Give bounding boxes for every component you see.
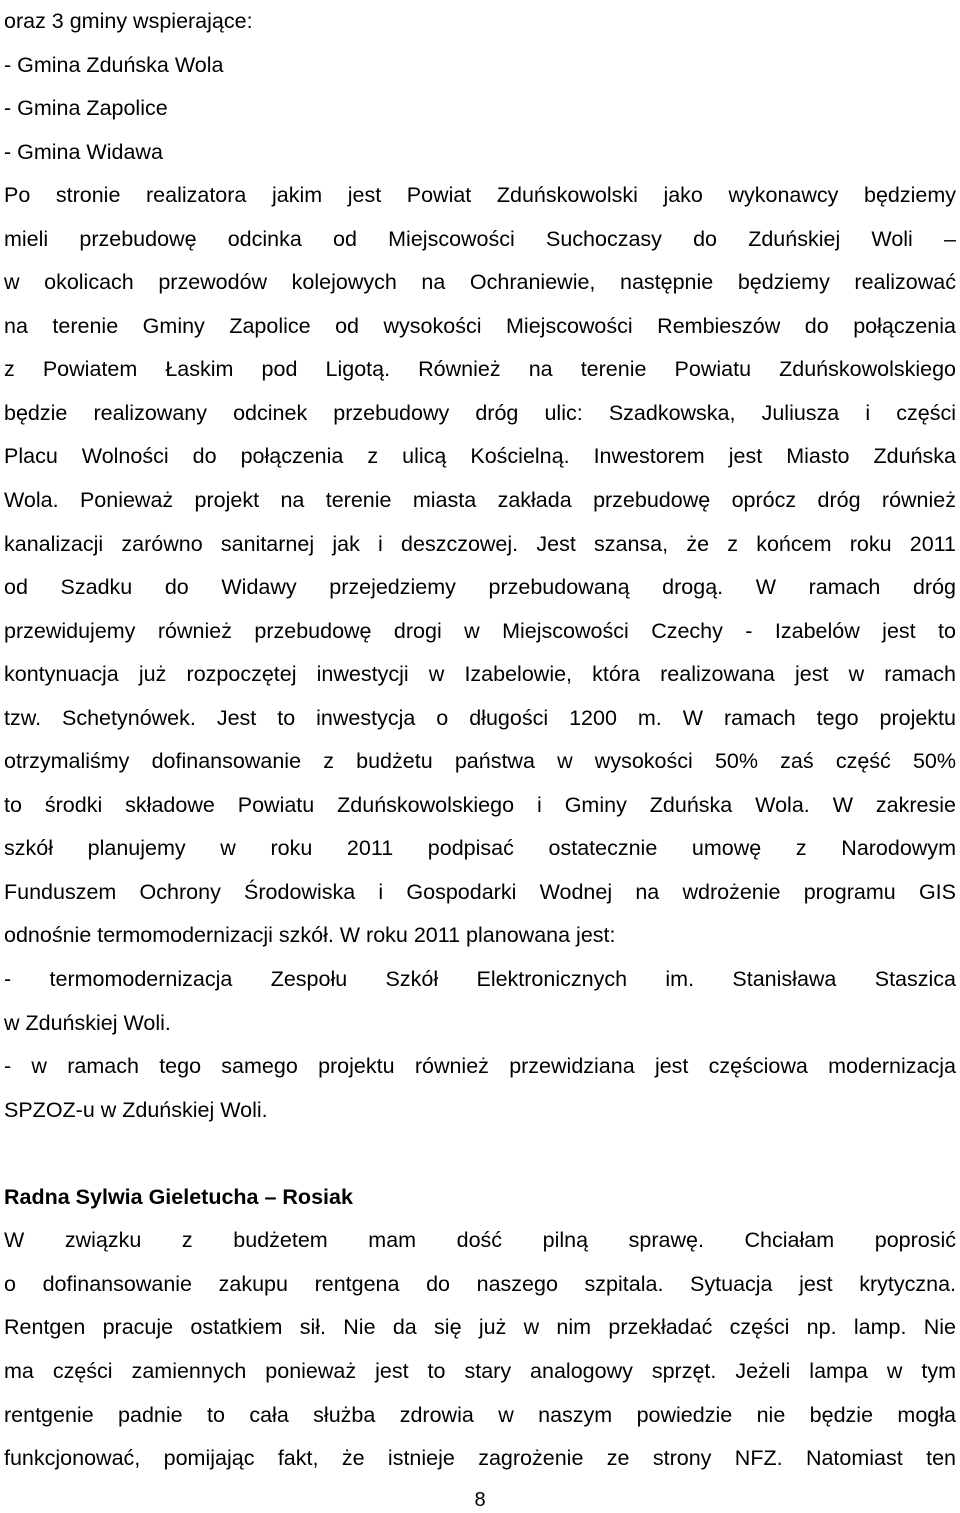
text-line: w okolicach przewodów kolejowych na Ochraniewie, następnie będziemy realizować [4, 270, 956, 295]
text-line: od Szadku do Widawy przejedziemy przebudowaną drogą. W ramach dróg [4, 575, 956, 600]
document-page [4, 0, 956, 1481]
text-line: Po stronie realizatora jakim jest Powiat Zduńskowolski jako wykonawcy będziemy [4, 183, 956, 208]
text-line: - Gmina Zapolice [4, 96, 168, 121]
text-line: tzw. Schetynówek. Jest to inwestycja o długości 1200 m. W ramach tego projektu [4, 705, 956, 730]
text-line: o dofinansowanie zakupu rentgena do naszego szpitala. Sytuacja jest krytyczna. [4, 1271, 956, 1296]
text-line: - w ramach tego samego projektu również przewidziana jest częściowa modernizacja [4, 1054, 956, 1079]
text-line: Placu Wolności do połączenia z ulicą Kościelną. Inwestorem jest Miasto Zduńska [4, 444, 956, 469]
text-line: przewidujemy również przebudowę drogi w Miejscowości Czechy - Izabelów jest to [4, 618, 956, 643]
text-line: będzie realizowany odcinek przebudowy dróg ulic: Szadkowska, Juliusza i części [4, 400, 956, 425]
text-line: rentgenie padnie to cała służba zdrowia w naszym powiedzie nie będzie mogła [4, 1402, 956, 1427]
text-line: to środki składowe Powiatu Zduńskowolskiego i Gminy Zduńska Wola. W zakresie [4, 792, 956, 817]
text-line: - Gmina Widawa [4, 139, 163, 164]
text-line: z Powiatem Łaskim pod Ligotą. Również na terenie Powiatu Zduńskowolskiego [4, 357, 956, 382]
speaker-heading: Radna Sylwia Gieletucha – Rosiak [4, 1184, 353, 1209]
text-line: na terenie Gminy Zapolice od wysokości Miejscowości Rembieszów do połączenia [4, 313, 956, 338]
document-body [4, 0, 956, 1481]
text-line: szkół planujemy w roku 2011 podpisać ostatecznie umowę z Narodowym [4, 836, 956, 861]
text-line: kanalizacji zarówno sanitarnej jak i deszczowej. Jest szansa, że z końcem roku 2011 [4, 531, 956, 556]
text-line: mieli przebudowę odcinka od Miejscowości Suchoczasy do Zduńskiej Woli – [4, 226, 956, 251]
text-line: Wola. Ponieważ projekt na terenie miasta zakłada przebudowę oprócz dróg również [4, 488, 956, 513]
text-line: - Gmina Zduńska Wola [4, 52, 224, 77]
text-line: w Zduńskiej Woli. [4, 1010, 171, 1035]
page-number: 8 [474, 1489, 486, 1511]
text-line: Rentgen pracuje ostatkiem sił. Nie da się już w nim przekładać części np. lamp. Nie [4, 1315, 956, 1340]
text-line: kontynuacja już rozpoczętej inwestycji w Izabelowie, która realizowana jest w ramach [4, 662, 956, 687]
text-line: oraz 3 gminy wspierające: [4, 9, 253, 33]
text-line: SPZOZ-u w Zduńskiej Woli. [4, 1097, 268, 1122]
text-line: otrzymaliśmy dofinansowanie z budżetu państwa w wysokości 50% zaś część 50% [4, 749, 956, 774]
blank-line [4, 1132, 956, 1176]
text-line: Funduszem Ochrony Środowiska i Gospodarki Wodnej na wdrożenie programu GIS [4, 879, 956, 904]
text-line: W związku z budżetem mam dość pilną sprawę. Chciałam poprosić [4, 1228, 956, 1253]
text-line: funkcjonować, pomijając fakt, że istnieje zagrożenie ze strony NFZ. Natomiast ten [4, 1446, 956, 1471]
text-line: - termomodernizacja Zespołu Szkół Elektronicznych im. Stanisława Staszica [4, 967, 956, 992]
text-line: ma części zamiennych ponieważ jest to stary analogowy sprzęt. Jeżeli lampa w tym [4, 1358, 956, 1383]
text-line: odnośnie termomodernizacji szkół. W roku 2011 planowana jest: [4, 923, 616, 948]
